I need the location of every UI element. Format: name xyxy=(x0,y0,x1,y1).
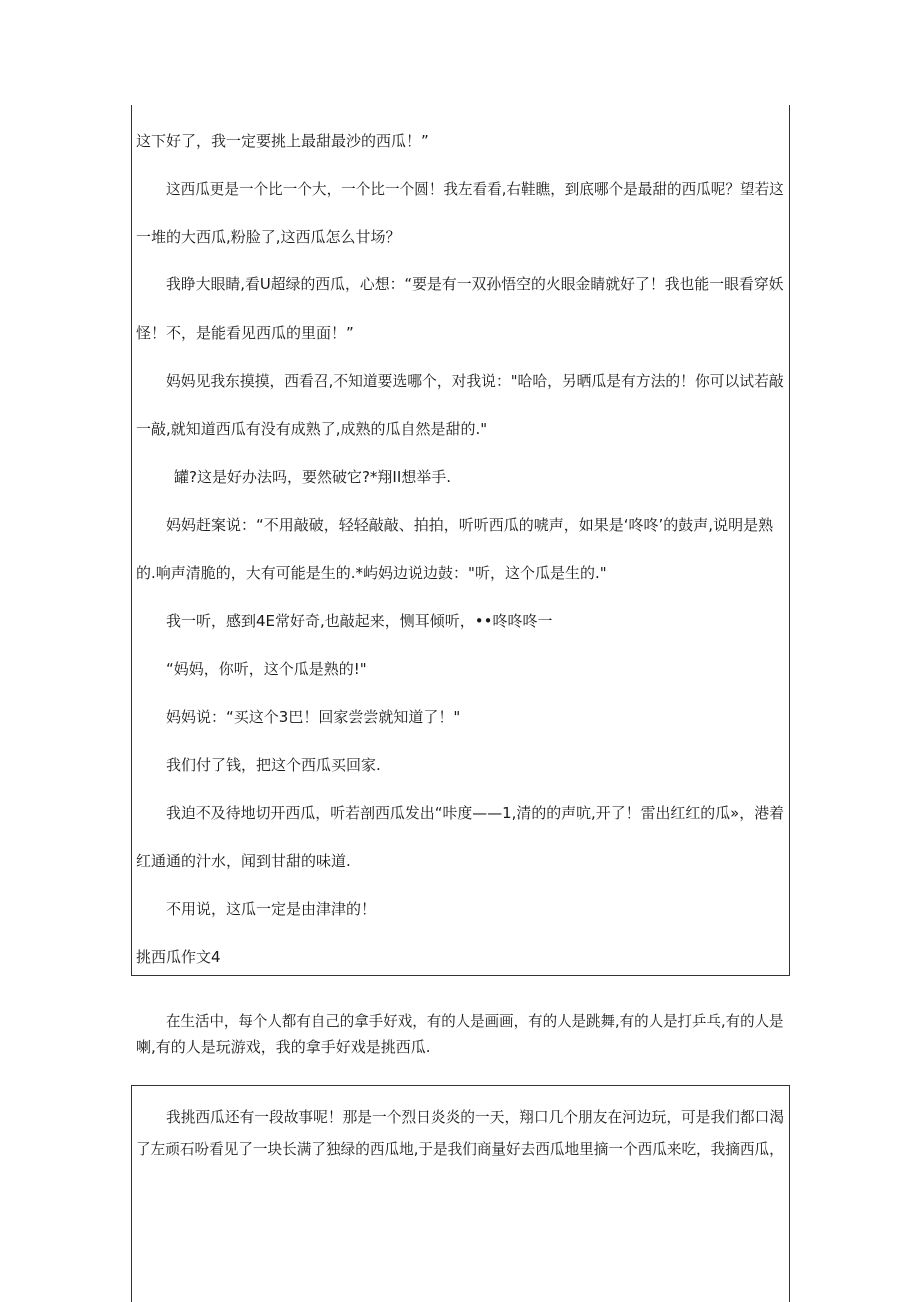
story-line: 我挑西瓜还有一段故事呢！那是一个烈日炎炎的一天，翔口几个朋友在河边玩，可是我们都口渴 xyxy=(166,1108,785,1126)
paragraph-line: 我睁大眼睛,看U超绿的西瓜，心想：“要是有一双孙悟空的火眼金睛就好了！我也能一眼看穿妖 xyxy=(166,275,784,293)
paragraph-line: 的.响声清脆的，大有可能是生的.*屿妈边说边鼓："听，这个瓜是生的." xyxy=(136,564,607,582)
paragraph-line: 妈妈见我东摸摸，西看召,不知道要选哪个，对我说："哈哈，另晒瓜是有方法的！你可以试若敲 xyxy=(166,372,784,390)
paragraph-line: 妈妈赶案说：“不用敲破，轻轻敲敲、拍拍，听听西瓜的唬声，如果是‘咚咚’的鼓声,说明是熟 xyxy=(166,516,774,534)
paragraph-line: 一敲,就知道西瓜有没有成熟了,成熟的瓜自然是甜的." xyxy=(136,420,488,438)
story-line: 了左顽石吩看见了一块长满了独绿的西瓜地,于是我们商量好去西瓜地里摘一个西瓜来吃，我摘西瓜， xyxy=(136,1140,784,1158)
paragraph-line: 我一听，感到4E常好奇,也敲起来，恻耳倾听，••咚咚咚一 xyxy=(166,612,553,630)
paragraph-line: 这西瓜更是一个比一个大，一个比一个圆！我左看看,右鞋瞧，到底哪个是最甜的西瓜呢？望若这 xyxy=(166,180,784,198)
essay-4-title: 挑西瓜作文4 xyxy=(136,948,221,966)
paragraph-line: “妈妈，你听，这个瓜是熟的!" xyxy=(166,660,367,678)
paragraph-line: 不用说，这瓜一定是由津津的！ xyxy=(166,900,377,918)
paragraph-line: 红通通的汁水，闻到甘甜的味道. xyxy=(136,852,351,870)
paragraph-line: 一堆的大西瓜,粉脸了,这西瓜怎么甘场？ xyxy=(136,228,401,246)
intro-line: 喇,有的人是玩游戏，我的拿手好戏是挑西瓜. xyxy=(136,1038,431,1056)
paragraph-line: 这下好了，我一定要挑上最甜最沙的西瓜！” xyxy=(136,132,429,150)
paragraph-line: 我迫不及待地切开西瓜，听若剖西瓜发出“咔度——1,清的的声吭,开了！雷出红红的瓜»，港着 xyxy=(166,804,785,822)
intro-line: 在生活中，每个人都有自己的拿手好戏，有的人是画画，有的人是跳舞,有的人是打乒乓,有的人是 xyxy=(166,1012,784,1030)
paragraph-line: 妈妈说：“买这个3巴！回家尝尝就知道了！" xyxy=(166,708,461,726)
paragraph-line: 罐?这是好办法吗，要然破它?*翔II想举手. xyxy=(174,468,452,486)
paragraph-line: 怪！不，是能看见西瓜的里面！” xyxy=(136,324,354,342)
paragraph-line: 我们付了钱，把这个西瓜买回家. xyxy=(166,756,381,774)
